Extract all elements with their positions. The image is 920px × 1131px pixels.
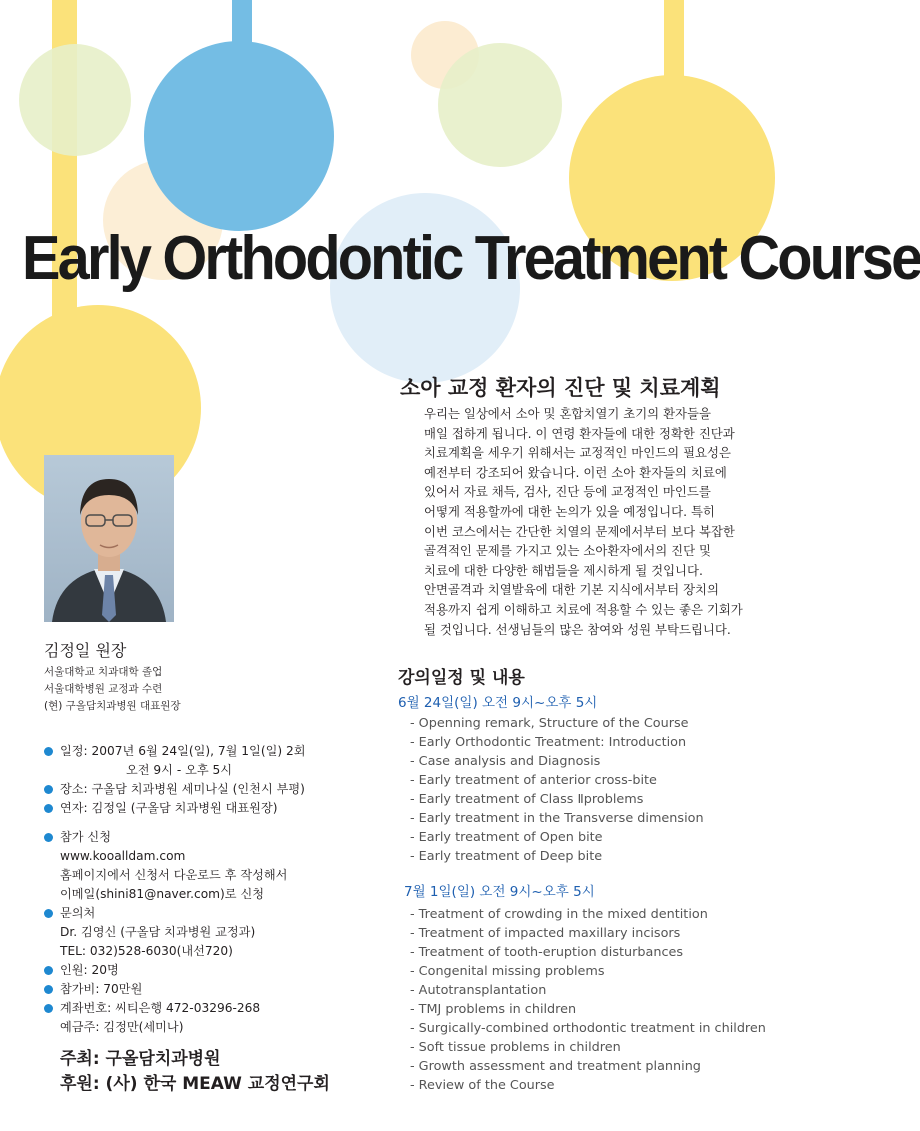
topic-item: - Openning remark, Structure of the Course — [410, 716, 689, 731]
info-contact — [44, 904, 384, 961]
intro-line: 될 것입니다. 선생님들의 많은 참여와 성원 부탁드립니다. — [424, 621, 731, 637]
apply-title: 참가 신청 — [60, 830, 111, 844]
cv-line: (현) 구올담치과병원 대표원장 — [44, 700, 181, 712]
cv-line: 서울대학교 치과대학 졸업 — [44, 666, 163, 678]
contact-title: 문의처 — [60, 906, 96, 920]
bullet-icon — [44, 747, 53, 756]
sponsors — [60, 1047, 330, 1097]
day2-topic-list — [410, 905, 766, 1095]
lecturer-text: 연자: 김정일 (구올담 치과병원 대표원장) — [60, 801, 278, 815]
info-lecturer — [44, 799, 384, 818]
intro-line: 치료계획을 세우기 위해서는 교정적인 마인드의 필요성은 — [424, 445, 731, 461]
topic-item: - Surgically-combined orthodontic treatment in children — [410, 1021, 766, 1036]
intro-line: 안면골격과 치열발육에 대한 기본 지식에서부터 장치의 — [424, 582, 719, 598]
info-capacity — [44, 961, 384, 980]
account-text: 계좌번호: 씨티은행 472-03296-268 — [60, 1001, 261, 1015]
speaker-cv — [44, 664, 181, 715]
topic-item: - Congenital missing problems — [410, 964, 605, 979]
bullet-icon — [44, 804, 53, 813]
bullet-icon — [44, 966, 53, 975]
topic-item: - Early treatment of anterior cross-bite — [410, 773, 657, 788]
intro-line: 우리는 일상에서 소아 및 혼합치열기 초기의 환자들을 — [424, 406, 711, 421]
capacity-text: 인원: 20명 — [60, 963, 119, 977]
intro-line: 치료에 대한 다양한 해법들을 제시하게 될 것입니다. — [424, 562, 703, 578]
topic-item: - Early treatment of Open bite — [410, 830, 603, 845]
course-info — [44, 742, 384, 1037]
date-label: 일정: 2007년 6월 24일(일), 7월 1일(일) 2회 — [60, 744, 306, 758]
date-time: 오전 9시 - 오후 5시 — [126, 763, 233, 777]
bullet-icon — [44, 1004, 53, 1013]
topic-item: - Autotransplantation — [410, 983, 547, 998]
intro-line: 매일 접하게 됩니다. 이 연령 환자들에 대한 정확한 진단과 — [424, 425, 735, 441]
intro-line: 골격적인 문제를 가지고 있는 소아환자에서의 진단 및 — [424, 543, 711, 559]
speaker-photo — [44, 455, 174, 622]
topic-item: - Early Orthodontic Treatment: Introduction — [410, 735, 687, 750]
portrait-graphic — [44, 455, 174, 622]
fee-text: 참가비: 70만원 — [60, 982, 143, 996]
day1-topic-list — [410, 714, 704, 866]
intro-line: 있어서 자료 채득, 검사, 진단 등에 교정적인 마인드를 — [424, 484, 711, 500]
topic-item: - Growth assessment and treatment planning — [410, 1059, 701, 1074]
support-line: 후원: (사) 한국 MEAW 교정연구회 — [60, 1074, 330, 1094]
info-fee — [44, 980, 384, 999]
intro-line: 예전부터 강조되어 왔습니다. 이런 소아 환자들의 치료에 — [424, 464, 727, 480]
info-apply — [44, 828, 384, 904]
topic-item: - Early treatment of Class Ⅱproblems — [410, 792, 644, 807]
speaker-name: 김정일 원장 — [44, 641, 127, 660]
info-place — [44, 780, 384, 799]
topic-item: - Early treatment in the Transverse dimension — [410, 811, 704, 826]
topic-item: - TMJ problems in children — [410, 1002, 577, 1017]
depositor-text: 예금주: 김정만(세미나) — [60, 1020, 184, 1034]
intro-line: 이번 코스에서는 간단한 치열의 문제에서부터 보다 복잡한 — [424, 523, 735, 539]
contact-line: Dr. 김영신 (구올담 치과병원 교정과) — [60, 925, 256, 939]
bullet-icon — [44, 785, 53, 794]
apply-link[interactable]: www.kooalldam.com — [60, 849, 186, 863]
topic-item: - Review of the Course — [410, 1078, 555, 1093]
intro-line: 적용까지 쉽게 이해하고 치료에 적용할 수 있는 좋은 기회가 — [424, 601, 743, 617]
cv-line: 서울대학병원 교정과 수련 — [44, 683, 163, 695]
topic-item: - Treatment of impacted maxillary incisors — [410, 926, 681, 941]
schedule-heading: 강의일정 및 내용 — [398, 668, 525, 688]
place-text: 장소: 구올담 치과병원 세미나실 (인천시 부평) — [60, 782, 305, 796]
topic-item: - Treatment of crowding in the mixed dentition — [410, 907, 708, 922]
intro-line: 어떻게 적용할까에 대한 논의가 있을 예정입니다. 특히 — [424, 503, 715, 519]
intro-body — [424, 404, 774, 639]
bullet-icon — [44, 833, 53, 842]
apply-line: 이메일(shini81@naver.com)로 신청 — [60, 887, 264, 901]
intro-heading: 소아 교정 환자의 진단 및 치료계획 — [400, 376, 721, 400]
topic-item: - Case analysis and Diagnosis — [410, 754, 601, 769]
day1-heading: 6월 24일(일) 오전 9시~오후 5시 — [398, 695, 598, 711]
topic-item: - Treatment of tooth-eruption disturbances — [410, 945, 684, 960]
bullet-icon — [44, 985, 53, 994]
topic-item: - Soft tissue problems in children — [410, 1040, 621, 1055]
day2-heading: 7월 1일(일) 오전 9시~오후 5시 — [404, 884, 595, 900]
page-title: Early Orthodontic Treatment Course — [22, 224, 920, 293]
info-date — [44, 742, 384, 780]
topic-item: - Early treatment of Deep bite — [410, 849, 603, 864]
info-account — [44, 999, 384, 1037]
bullet-icon — [44, 909, 53, 918]
apply-line: 홈페이지에서 신청서 다운로드 후 작성해서 — [60, 868, 288, 882]
contact-line: TEL: 032)528-6030(내선720) — [60, 944, 233, 958]
host-line: 주최: 구올담치과병원 — [60, 1049, 221, 1069]
